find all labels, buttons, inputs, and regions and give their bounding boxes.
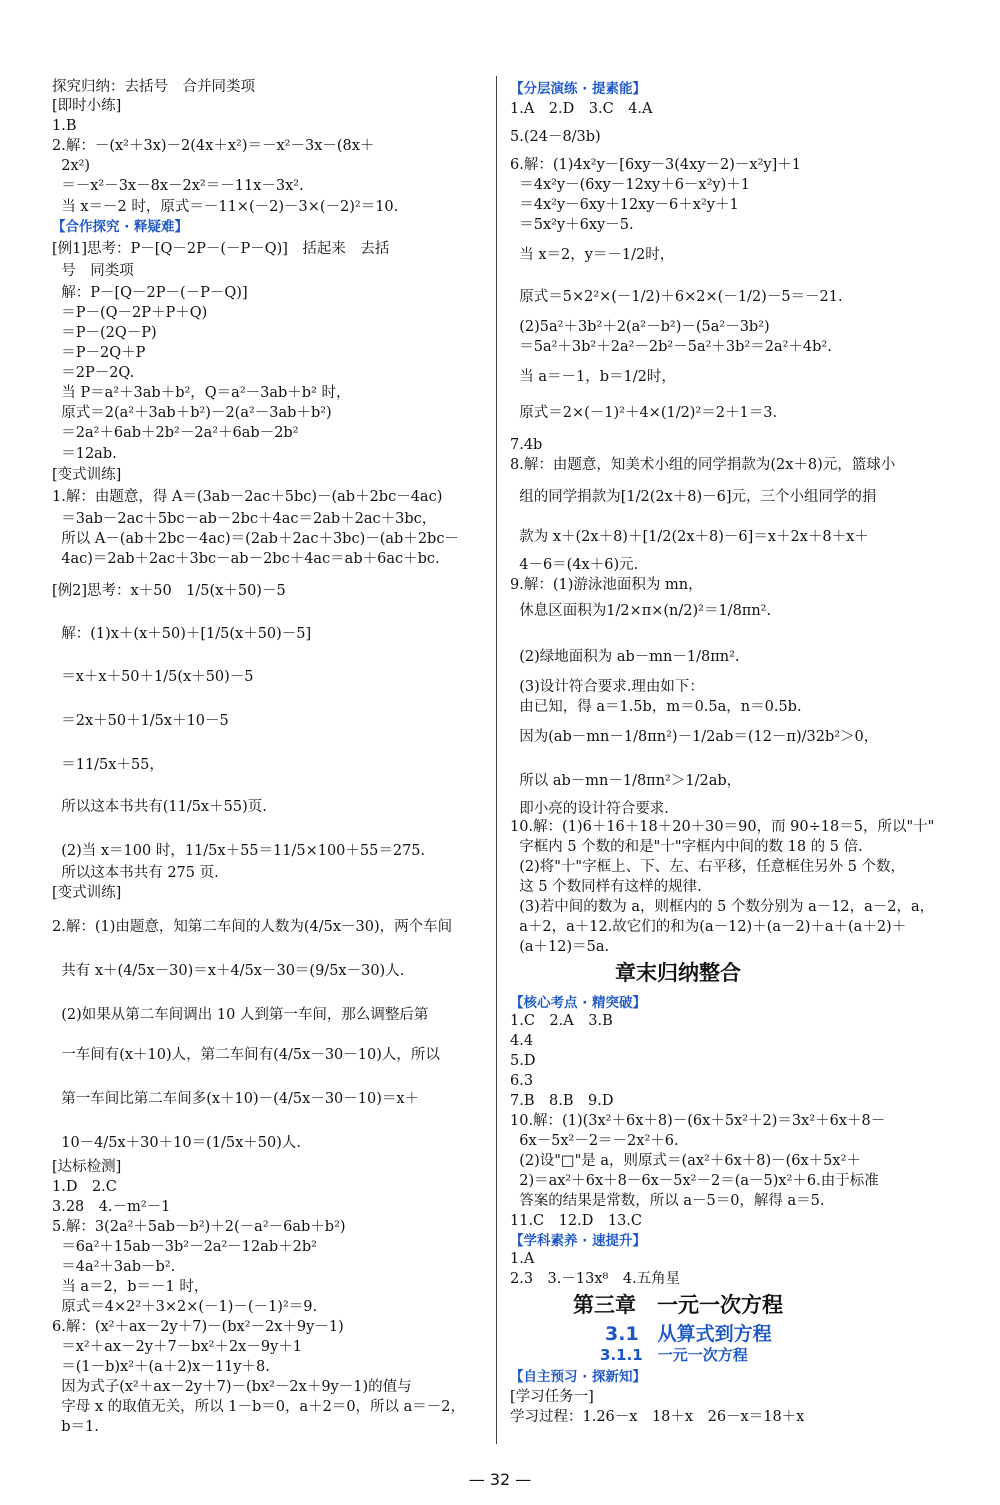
text-line: 休息区面积为1/2×π×(n/2)²＝1/8πn².	[510, 603, 772, 619]
text-line: [变式训练]	[52, 885, 122, 901]
text-line: 当 a＝－1，b＝1/2时，	[510, 369, 676, 385]
text-line: 7.B 8.B 9.D	[510, 1093, 614, 1109]
text-line: ＝4x²y－(6xy－12xy＋6－x²y)＋1	[510, 177, 750, 193]
text-line: ＝2a²＋6ab＋2b²－2a²＋6ab－2b²	[52, 425, 299, 441]
text-line: 学习过程：1.26－x 18＋x 26－x＝18＋x	[510, 1409, 805, 1425]
text-line: 2x²)	[52, 158, 91, 174]
text-line: 原式＝2(a²＋3ab＋b²)－2(a²－3ab＋b²)	[52, 405, 332, 421]
heading: 第三章 一元一次方程	[510, 1293, 783, 1317]
text-line: ＝5x²y＋6xy－5.	[510, 217, 634, 233]
text-line: 解：P－[Q－2P－(－P－Q)]	[52, 285, 248, 301]
text-line: 当 x＝－2 时，原式＝－11×(－2)－3×(－2)²＝10.	[52, 199, 399, 215]
text-line: ＝－x²－3x－8x－2x²＝－11x－3x².	[52, 178, 304, 194]
text-line: [变式训练]	[52, 467, 122, 483]
text-line: a＋2，a＋12.故它们的和为(a－12)＋(a－2)＋a＋(a＋2)＋	[510, 919, 907, 935]
text-line: 6.解：(x²＋ax－2y＋7)－(bx²－2x＋9y－1)	[52, 1319, 344, 1335]
section-header: 【合作探究 · 释疑难】	[52, 219, 189, 235]
text-line: [达标检测]	[52, 1159, 122, 1175]
text-line: 2.3 3.－13x⁸ 4.五角星	[510, 1271, 681, 1287]
text-line: ＝4a²＋3ab－b².	[52, 1259, 176, 1275]
text-line: 11.C 12.D 13.C	[510, 1213, 642, 1229]
text-line: 1.D 2.C	[52, 1179, 117, 1195]
text-line: 原式＝2×(－1)²＋4×(1/2)²＝2＋1＝3.	[510, 405, 778, 421]
text-line: 1.A	[510, 1251, 535, 1267]
text-line: (3)设计符合要求.理由如下：	[510, 679, 704, 695]
text-line: 1.解：由题意，得 A＝(3ab－2ac＋5bc)－(ab＋2bc－4ac)	[52, 489, 443, 505]
section-header: 【学科素养 · 速提升】	[510, 1233, 647, 1249]
text-line: 5.(24－8/3b)	[510, 129, 601, 145]
text-line: 原式＝4×2²＋3×2×(－1)－(－1)²＝9.	[52, 1299, 318, 1315]
section-header: 【自主预习 · 探新知】	[510, 1369, 647, 1385]
text-line: 2)＝ax²＋6x＋8－6x－5x²－2＝(a－5)x²＋6.由于标准	[510, 1173, 879, 1189]
heading: 章末归纳整合	[510, 961, 741, 985]
text-line: 所以 A－(ab＋2bc－4ac)＝(2ab＋2ac＋3bc)－(ab＋2bc－	[52, 531, 459, 547]
text-line: 组的同学捐款为[1/2(2x＋8)－6]元，三个小组同学的捐	[510, 489, 877, 505]
text-line: 6.解：(1)4x²y－[6xy－3(4xy－2)－x²y]＋1	[510, 157, 801, 173]
text-line: ＝2x＋50＋1/5x＋10－5	[52, 713, 229, 729]
text-line: 10.解：(1)6＋16＋18＋20＋30＝90，而 90÷18＝5，所以"十"	[510, 819, 935, 835]
text-line: 因为式子(x²＋ax－2y＋7)－(bx²－2x＋9y－1)的值与	[52, 1379, 412, 1395]
text-line: b＝1.	[52, 1419, 99, 1435]
text-line: 共有 x＋(4/5x－30)＝x＋4/5x－30＝(9/5x－30)人.	[52, 963, 405, 979]
text-line: 当 P＝a²＋3ab＋b²，Q＝a²－3ab＋b² 时，	[52, 385, 351, 401]
text-line: ＝x²＋ax－2y＋7－bx²＋2x－9y＋1	[52, 1339, 302, 1355]
text-line: 探究归纳：去括号 合并同类项	[52, 79, 255, 95]
text-line: 一车间有(x＋10)人，第二车间有(4/5x－30－10)人，所以	[52, 1047, 440, 1063]
section-header: 【分层演练 · 提素能】	[510, 81, 647, 97]
text-line: (2)当 x＝100 时，11/5x＋55＝11/5×100＋55＝275.	[52, 843, 426, 859]
text-line: 解：(1)x＋(x＋50)＋[1/5(x＋50)－5]	[52, 626, 312, 642]
text-line: ＝P－(2Q－P)	[52, 325, 157, 341]
text-line: ＝11/5x＋55，	[52, 757, 164, 773]
text-line: (2)如果从第二车间调出 10 人到第一车间，那么调整后第	[52, 1007, 429, 1023]
heading: 3.1.1 一元一次方程	[510, 1346, 748, 1364]
text-line: (2)绿地面积为 ab－mn－1/8πn².	[510, 649, 740, 665]
text-line: ＝12ab.	[52, 446, 117, 462]
text-line: 当 x＝2，y＝－1/2时，	[510, 247, 675, 263]
text-line: ＝P－2Q＋P	[52, 345, 146, 361]
text-line: 6x－5x²－2＝－2x²＋6.	[510, 1133, 679, 1149]
section-header: 【核心考点 · 精突破】	[510, 995, 647, 1011]
text-line: 因为(ab－mn－1/8πn²)－1/2ab＝(12－π)/32b²＞0，	[510, 729, 879, 745]
page-number: — 32 —	[468, 1470, 532, 1489]
text-line: 由已知，得 a＝1.5b，m＝0.5a，n＝0.5b.	[510, 699, 802, 715]
column-divider	[496, 76, 497, 1444]
text-line: ＝3ab－2ac＋5bc－ab－2bc＋4ac＝2ab＋2ac＋3bc，	[52, 511, 437, 527]
text-line: ＝2P－2Q.	[52, 365, 135, 381]
text-line: [学习任务一]	[510, 1389, 594, 1405]
text-line: 答案的结果是常数，所以 a－5＝0，解得 a＝5.	[510, 1193, 825, 1209]
text-line: ＝(1－b)x²＋(a＋2)x－11y＋8.	[52, 1359, 270, 1375]
text-line: (2)5a²＋3b²＋2(a²－b²)－(5a²－3b²)	[510, 319, 770, 335]
text-line: 字框内 5 个数的和是"十"字框内中间的数 18 的 5 倍.	[510, 839, 863, 855]
text-line: 9.解：(1)游泳池面积为 mn，	[510, 577, 703, 593]
text-line: 1.B	[52, 118, 77, 134]
text-line: 这 5 个数同样有这样的规律.	[510, 879, 702, 895]
text-line: ＝P－(Q－2P＋P＋Q)	[52, 305, 208, 321]
text-line: 5.D	[510, 1053, 536, 1069]
text-line: 10.解：(1)(3x²＋6x＋8)－(6x＋5x²＋2)＝3x²＋6x＋8－	[510, 1113, 886, 1129]
text-line: 所以这本书共有(11/5x＋55)页.	[52, 799, 267, 815]
text-line: 即小亮的设计符合要求.	[510, 801, 669, 817]
text-line: 当 a＝2，b＝－1 时，	[52, 1279, 209, 1295]
text-line: 1.A 2.D 3.C 4.A	[510, 101, 653, 117]
text-line: 第一车间比第二车间多(x＋10)－(4/5x－30－10)＝x＋	[52, 1091, 420, 1107]
text-line: 7.4b	[510, 437, 543, 453]
text-line: 原式＝5×2²×(－1/2)＋6×2×(－1/2)－5＝－21.	[510, 289, 843, 305]
text-line: 字母 x 的取值无关，所以 1－b＝0，a＋2＝0，所以 a＝－2，	[52, 1399, 466, 1415]
text-line: 所以这本书共有 275 页.	[52, 865, 219, 881]
text-line: (2)将"十"字框上、下、左、右平移，任意框住另外 5 个数，	[510, 859, 906, 875]
text-line: 4ac)＝2ab＋2ac＋3bc－ab－2bc＋4ac＝ab＋6ac＋bc.	[52, 551, 440, 567]
text-line: ＝6a²＋15ab－3b²－2a²－12ab＋2b²	[52, 1239, 317, 1255]
text-line: 号 同类项	[52, 263, 134, 279]
text-line: ＝x＋x＋50＋1/5(x＋50)－5	[52, 669, 254, 685]
text-line: (2)设"□"是 a，则原式＝(ax²＋6x＋8)－(6x＋5x²＋	[510, 1153, 861, 1169]
text-line: ＝4x²y－6xy＋12xy－6＋x²y＋1	[510, 197, 739, 213]
text-line: 所以 ab－mn－1/8πn²＞1/2ab，	[510, 773, 742, 789]
text-line: 6.3	[510, 1073, 534, 1089]
right-column	[510, 0, 945, 1460]
text-line: 3.28 4.－m²－1	[52, 1199, 171, 1215]
text-line: 4.4	[510, 1033, 534, 1049]
text-line: [例1]思考：P－[Q－2P－(－P－Q)] 括起来 去括	[52, 241, 390, 257]
text-line: 5.解：3(2a²＋5ab－b²)＋2(－a²－6ab＋b²)	[52, 1219, 346, 1235]
text-line: 2.解：(1)由题意，知第二车间的人数为(4/5x－30)，两个车间	[52, 919, 453, 935]
left-column	[52, 0, 487, 1460]
text-line: (3)若中间的数为 a，则框内的 5 个数分别为 a－12，a－2，a，	[510, 899, 935, 915]
text-line: [即时小练]	[52, 98, 122, 114]
text-line: 2.解：－(x²＋3x)－2(4x＋x²)＝－x²－3x－(8x＋	[52, 138, 375, 154]
text-line: 款为 x＋(2x＋8)＋[1/2(2x＋8)－6]＝x＋2x＋8＋x＋	[510, 529, 869, 545]
text-line: 8.解：由题意，知美术小组的同学捐款为(2x＋8)元，篮球小	[510, 457, 896, 473]
text-line: (a＋12)＝5a.	[510, 939, 610, 955]
heading: 3.1 从算式到方程	[510, 1323, 772, 1345]
text-line: 1.C 2.A 3.B	[510, 1013, 613, 1029]
text-line: 10－4/5x＋30＋10＝(1/5x＋50)人.	[52, 1135, 301, 1151]
text-line: 4－6＝(4x＋6)元.	[510, 557, 639, 573]
text-line: [例2]思考：x＋50 1/5(x＋50)－5	[52, 583, 286, 599]
text-line: ＝5a²＋3b²＋2a²－2b²－5a²＋3b²＝2a²＋4b².	[510, 339, 832, 355]
